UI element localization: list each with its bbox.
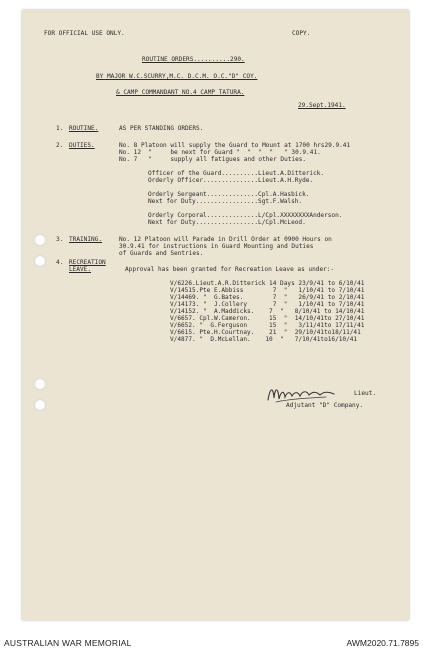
training-line: of Guards and Sentries. [119, 250, 204, 257]
official-use-label: FOR OFFICIAL USE ONLY. [44, 30, 125, 37]
section-heading-training: TRAINING. [69, 236, 103, 243]
leave-entry: V/6652. " G.Ferguson 15 " 3/11/41to 17/11/41 [170, 322, 365, 329]
section-heading-recreation: RECREATION [69, 259, 106, 266]
duties-line: No. 8 Platoon will supply the Guard to Mount at 1700 hrs29.9.41 [119, 142, 351, 149]
document-page [22, 10, 409, 620]
archive-credit: AUSTRALIAN WAR MEMORIAL [4, 638, 132, 648]
duty-assignment: Next for Duty.................Sgt.F.Walsh. [148, 198, 303, 205]
signatory-role: Adjutant "D" Company. [286, 402, 364, 409]
section-number: 2. [56, 142, 64, 149]
camp-commandant-line: & CAMP COMMANDANT NO.4 CAMP TATURA. [116, 89, 245, 96]
duty-assignment: Orderly Sergeant..............Cpl.A.Hasbick. [148, 191, 310, 198]
section-heading-leave: LEAVE. [69, 266, 92, 273]
signatory-rank: Lieut. [354, 390, 377, 397]
duties-line: No. 12 " be next for Guard " " " " " 30.9.41. [119, 149, 321, 156]
training-line: 30.9.41 for instructions in Guard Mounting and Duties [119, 243, 314, 250]
leave-entry: V/14152. " A.Maddicks. 7 " 8/10/41 to 14/10/41 [170, 308, 365, 315]
duty-assignment: Orderly Officer...............Lieut.A.H.Ryde. [148, 177, 314, 184]
punch-hole [34, 399, 46, 411]
leave-entry: V/4877. " D.McLellan. 10 " 7/10/41to16/10/41 [170, 336, 358, 343]
leave-entry: V/14469. " G.Bates. 7 " 26/9/41 to 2/10/41 [170, 294, 365, 301]
section-heading-routine: ROUTINE. [69, 125, 99, 132]
training-line: No. 12 Platoon will Parade in Drill Order at 0900 Hours on [119, 236, 332, 243]
leave-entry: V/14173. " J.Collery 7 " 1/10/41 to 7/10/41 [170, 301, 365, 308]
duty-assignment: Orderly Corporal..............L/Cpl.XXXXXXXXAnderson. [148, 212, 343, 219]
section-number: 1. [56, 125, 64, 132]
archive-id: AWM2020.71.7895 [346, 638, 419, 648]
duty-assignment: Next for Duty.................L/Cpl.McLeod. [148, 219, 306, 226]
duty-assignment: Officer of the Guard..........Lieut.A.Ditterick. [148, 170, 325, 177]
leave-entry: V/6657. Cpl.W.Cameron. 15 " 14/10/41to 27/10/41 [170, 315, 365, 322]
leave-entry: V/14515.Pte E.Abbiss 7 " 1/10/41 to 7/10/41 [170, 287, 365, 294]
routine-text: AS PER STANDING ORDERS. [119, 125, 204, 132]
leave-entry: V/6226.Lieut.A.R.Ditterick 14 Days 23/9/41 to 6/10/41 [170, 280, 365, 287]
section-number: 4. [56, 259, 64, 266]
punch-hole [34, 234, 46, 246]
punch-hole [34, 255, 46, 267]
issuer-line: BY MAJOR W.C.SCURRY,M.C. D.C.M. O.C."D" COY. [96, 73, 258, 80]
leave-intro: Approval has been granted for Recreation Leave as under:- [125, 266, 335, 273]
order-date: 29.Sept.1941. [298, 102, 346, 109]
section-number: 3. [56, 236, 64, 243]
section-heading-duties: DUTIES. [69, 142, 95, 149]
leave-entry: V/6615. Pte.H.Courtnay. 21 " 29/10/41to18/11/41 [170, 329, 361, 336]
copy-label: COPY. [292, 30, 311, 37]
duties-line: No. 7 " supply all fatigues and other Duties. [119, 156, 307, 163]
punch-hole [34, 378, 46, 390]
routine-orders-title: ROUTINE ORDERS..........290. [142, 56, 245, 63]
